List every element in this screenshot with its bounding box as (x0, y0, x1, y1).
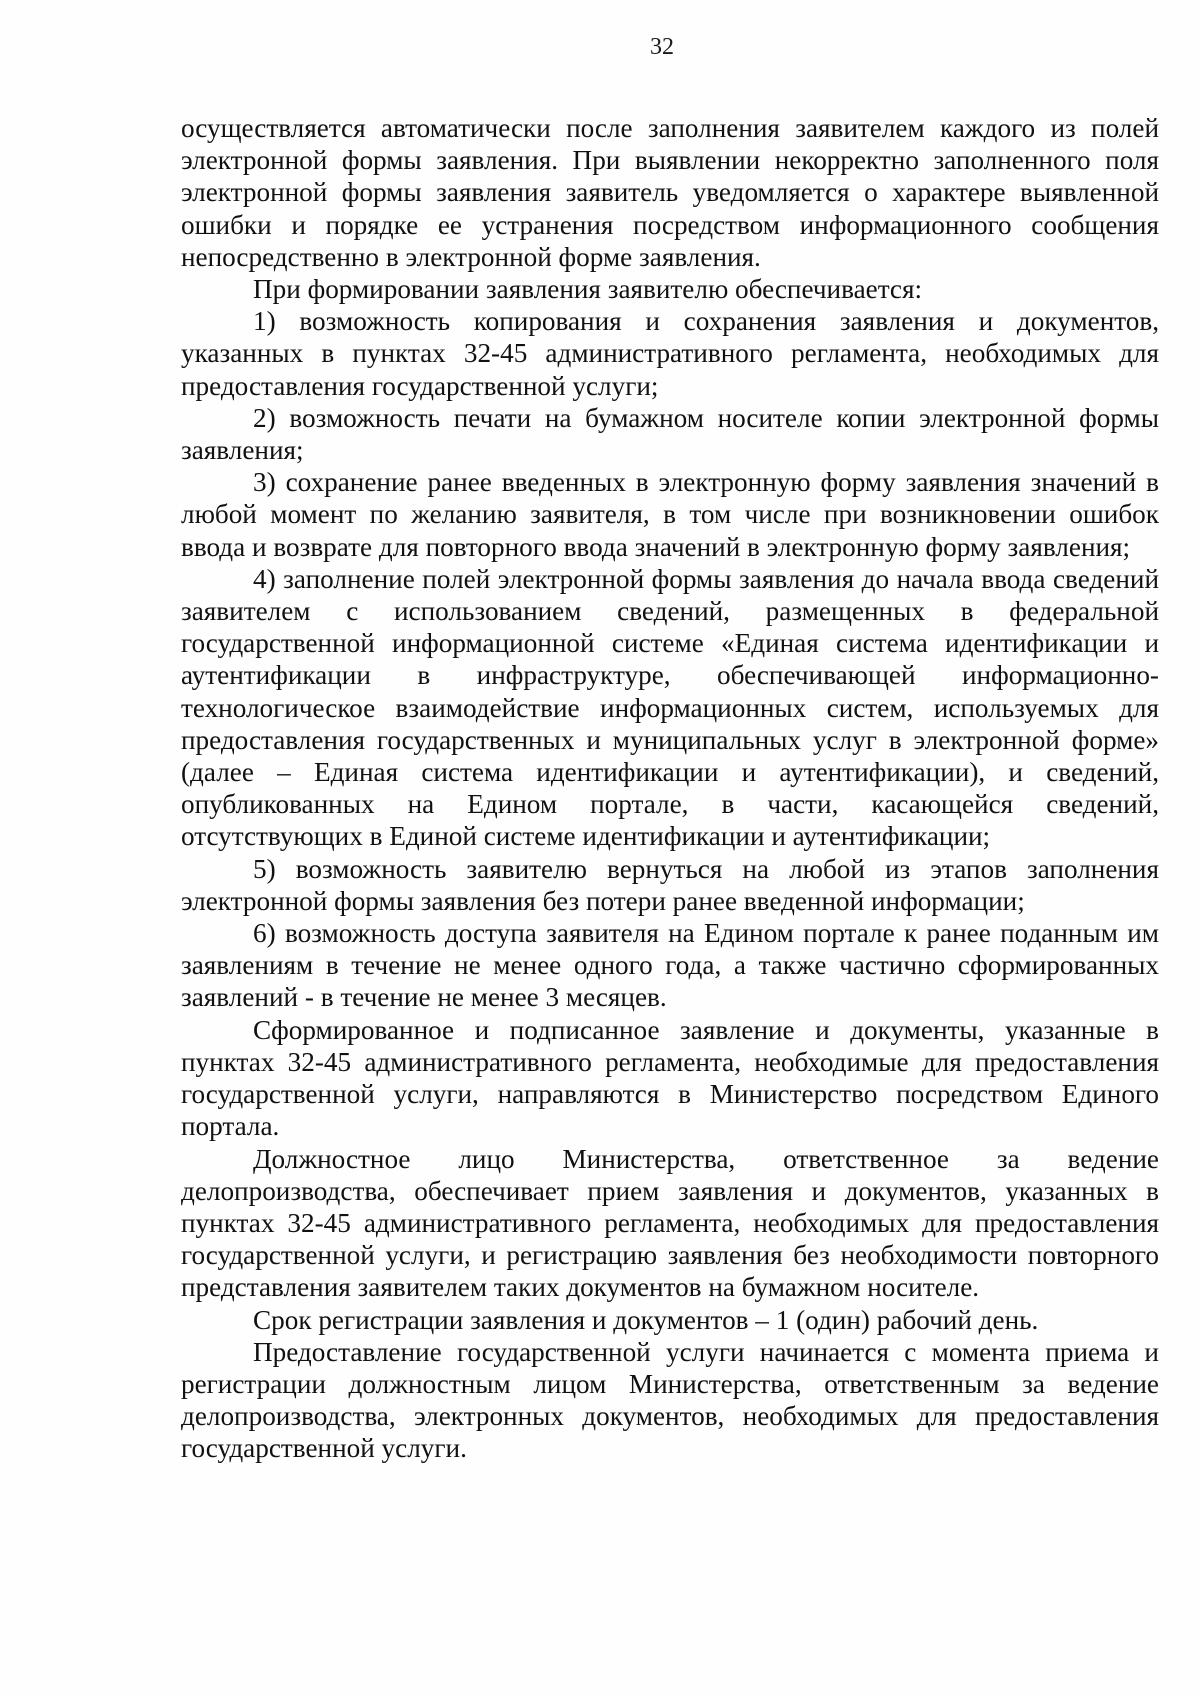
list-item-1: 1) возможность копирования и сохранения заявления и документов, указанных в пунктах 32-45 административного регламента, необходимых для предоставления государственной услуги; (181, 306, 1159, 401)
list-item-6: 6) возможность доступа заявителя на Едином портале к ранее поданным им заявлениям в течение не менее одного года, а также частично сформированных заявлений - в течение не менее 3 месяцев. (181, 918, 1159, 1013)
page-number: 32 (650, 34, 674, 60)
list-item-5: 5) возможность заявителю вернуться на любой из этапов заполнения электронной формы заявления без потери ранее введенной информации; (181, 853, 1159, 916)
list-item-4: 4) заполнение полей электронной формы заявления до начала ввода сведений заявителем с использованием сведений, размещенных в федеральной государственной информационной системе «Единая система идентификации и аутентификации в инфраструктуре, обеспечивающей информационно-технологическое взаимодействие информационных систем, используемых для предоставления государственных и муниципальных услуг в электронной форме» (далее – Единая система идентификации и аутентификации), и сведений, опубликованных на Едином портале, в части, касающейся сведений, отсутствующих в Единой системе идентификации и аутентификации; (181, 563, 1159, 852)
paragraph-continuation: осуществляется автоматически после заполнения заявителем каждого из полей электронной формы заявления. При выявлении некорректно заполненного поля электронной формы заявления заявитель уведомляется о характере выявленной ошибки и порядке ее устранения посредством информационного сообщения непосредственно в электронной форме заявления. (181, 113, 1159, 272)
paragraph-submission: Сформированное и подписанное заявление и документы, указанные в пунктах 32-45 административного регламента, необходимые для предоставления государственной услуги, направляются в Министерство посредством Единого портала. (181, 1014, 1159, 1142)
paragraph-registration-term: Срок регистрации заявления и документов – 1 (один) рабочий день. (253, 1304, 1039, 1335)
paragraph-official-duties: Должностное лицо Министерства, ответственное за ведение делопроизводства, обеспечивает прием заявления и документов, указанных в пунктах 32-45 административного регламента, необходимых для предоставления государственной услуги, и регистрацию заявления без необходимости повторного представления заявителем таких документов на бумажном носителе. (181, 1143, 1159, 1303)
document-body (181, 112, 1159, 1465)
paragraph-service-start: Предоставление государственной услуги начинается с момента приема и регистрации должностным лицом Министерства, ответственным за ведение делопроизводства, электронных документов, необходимых для предоставления государственной услуги. (181, 1336, 1159, 1464)
paragraph-provisions-intro: При формировании заявления заявителю обеспечивается: (253, 274, 923, 305)
list-item-3: 3) сохранение ранее введенных в электронную форму заявления значений в любой момент по желанию заявителя, в том числе при возникновении ошибок ввода и возврате для повторного ввода значений в электронную форму заявления; (181, 467, 1159, 562)
list-item-2: 2) возможность печати на бумажном носителе копии электронной формы заявления; (181, 402, 1159, 466)
